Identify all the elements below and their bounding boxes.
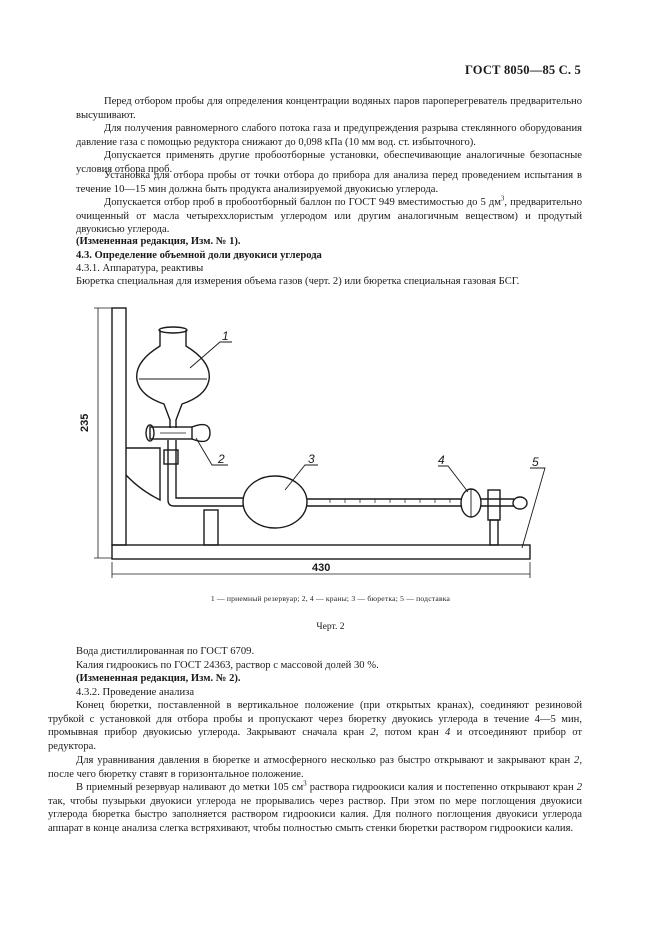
callout-4-label: 4 bbox=[438, 453, 445, 467]
stopcock-2-handle-right bbox=[192, 425, 210, 442]
equalize-text-b: , после чего бюретку ставят в горизонтальное положение. bbox=[48, 755, 582, 780]
absorb-valve-2: 2 bbox=[576, 782, 582, 793]
paragraph-burette: Бюретка специальная для измерения объема газов (черт. 2) или бюретка специальная газовая БСГ. bbox=[76, 276, 520, 287]
purge-text-c: и отсоединяют прибор от редуктора. bbox=[48, 727, 583, 752]
callout-1-label: 1 bbox=[222, 329, 229, 343]
reagent-koh: Калия гидроокись по ГОСТ 24363, раствор с массовой долей 30 %. bbox=[76, 660, 379, 671]
paragraph-burette-purge bbox=[48, 699, 582, 753]
purge-valve-2: 2 bbox=[370, 727, 376, 739]
absorb-text-a: В приемный резервуар наливают до метки 105 см bbox=[76, 782, 304, 793]
purge-text-a: Конец бюретки, поставленной в вертикальное положение (при открытых кранах), соединяют резиновой трубкой с установкой для отбора пробы и пропускают через бюретку двуокись углерода в течение 4—5 мин, промывная прибор двуокисью углерода. Закрывают сначала кран bbox=[48, 700, 582, 739]
figure-label: Черт. 2 bbox=[316, 621, 345, 632]
reagent-water: Вода дистиллированная по ГОСТ 6709. bbox=[76, 646, 255, 657]
base-board bbox=[112, 545, 530, 559]
paragraph-alternatives: Допускается применять другие пробоотборные установки, обеспечивающие аналогичные безопасные условия отбора проб. bbox=[76, 150, 582, 175]
purge-text-b: , потом кран bbox=[375, 727, 446, 739]
callout-4-leader bbox=[438, 466, 468, 492]
callout-1-leader bbox=[190, 342, 232, 368]
section-4-3-title: 4.3. Определение объемной доли двуокиси углерода bbox=[76, 250, 322, 261]
dim-width-label: 430 bbox=[312, 562, 331, 574]
balloon-text-b: , предварительно очищенный от масла четыреххлористым углеродом или другим аналогичным веществом) и продутый двуокисью углерода. bbox=[76, 197, 582, 236]
paragraph-pressure-equalize bbox=[48, 754, 582, 781]
figure-caption: 1 — приемный резервуар; 2, 4 — краны; 3 — бюретка; 5 — подставка bbox=[210, 594, 451, 603]
outlet-nipple bbox=[513, 497, 527, 509]
clamp-post bbox=[490, 520, 498, 545]
balloon-sup: 3 bbox=[500, 194, 505, 203]
paragraph-gas-flow: Для получения равномерного слабого потока газа и предупреждения разрыва стеклянного оборудования давление газа с помощью редуктора снижают до 0,098 кПа (10 мм вод. ст. избыточного). bbox=[76, 123, 582, 148]
callout-3-leader bbox=[285, 465, 318, 490]
callout-5-leader bbox=[522, 468, 545, 548]
page-header: ГОСТ 8050—85 С. 5 bbox=[464, 63, 581, 77]
back-board bbox=[112, 308, 126, 545]
figure-burette-apparatus bbox=[0, 300, 661, 600]
purge-valve-4: 4 bbox=[445, 727, 451, 739]
revision-note-2: (Измененная редакция, Изм. № 2). bbox=[76, 673, 241, 684]
dim-height-label: 235 bbox=[79, 413, 91, 432]
revision-note-1: (Измененная редакция, Изм. № 1). bbox=[76, 236, 241, 247]
equalize-text-a: Для уравнивания давления в бюретке и атмосферного несколько раз быстро открывают и закрывают кран bbox=[76, 755, 575, 766]
support-bracket bbox=[126, 448, 160, 500]
balloon-text-a: Допускается отбор проб в пробоотборный баллон по ГОСТ 949 вместимостью до 5 дм bbox=[104, 197, 501, 208]
reservoir-neck bbox=[159, 327, 187, 333]
burette-clamp bbox=[488, 490, 500, 520]
paragraph-drying: Перед отбором пробы для определения концентрации водяных паров пароперегреватель предварительно высушивают. bbox=[76, 96, 582, 121]
section-4-3-1-title: 4.3.1. Аппаратура, реактивы bbox=[76, 263, 204, 274]
callout-2-label: 2 bbox=[218, 452, 225, 466]
paragraph-koh-absorption bbox=[48, 781, 582, 835]
callout-5-label: 5 bbox=[532, 455, 539, 469]
section-4-3-2-title: 4.3.2. Проведение анализа bbox=[76, 687, 195, 698]
tube-support bbox=[204, 510, 218, 545]
callout-3-label: 3 bbox=[308, 452, 315, 466]
burette-bulb bbox=[243, 476, 307, 528]
paragraph-balloon bbox=[76, 196, 582, 237]
equalize-valve-2: 2 bbox=[574, 755, 580, 766]
connecting-tube bbox=[168, 440, 244, 506]
paragraph-purge: Установка для отбора пробы от точки отбора до прибора для анализа перед проведением испытания в течение 10—15 мин должна быть продукта анализируемой двуокисью углерода. bbox=[76, 170, 582, 195]
outlet-tube bbox=[481, 499, 514, 506]
absorb-text-c: так, чтобы пузырьки двуокиси углерода не прорывались через раствор. При этом по мере поглощения двуокиси углерода бюретка быстро заполняется раствором гидроокиси калия. Для полного поглощения двуокиси углерода аппарат в конце анализа слегка встряхивают, чтобы полностью смыть стенки бюретки раствором гидроокиси калия. bbox=[48, 795, 582, 834]
absorb-text-b: раствора гидроокиси калия и постепенно открывают кран bbox=[306, 782, 577, 793]
absorb-sup: 3 bbox=[303, 779, 307, 788]
